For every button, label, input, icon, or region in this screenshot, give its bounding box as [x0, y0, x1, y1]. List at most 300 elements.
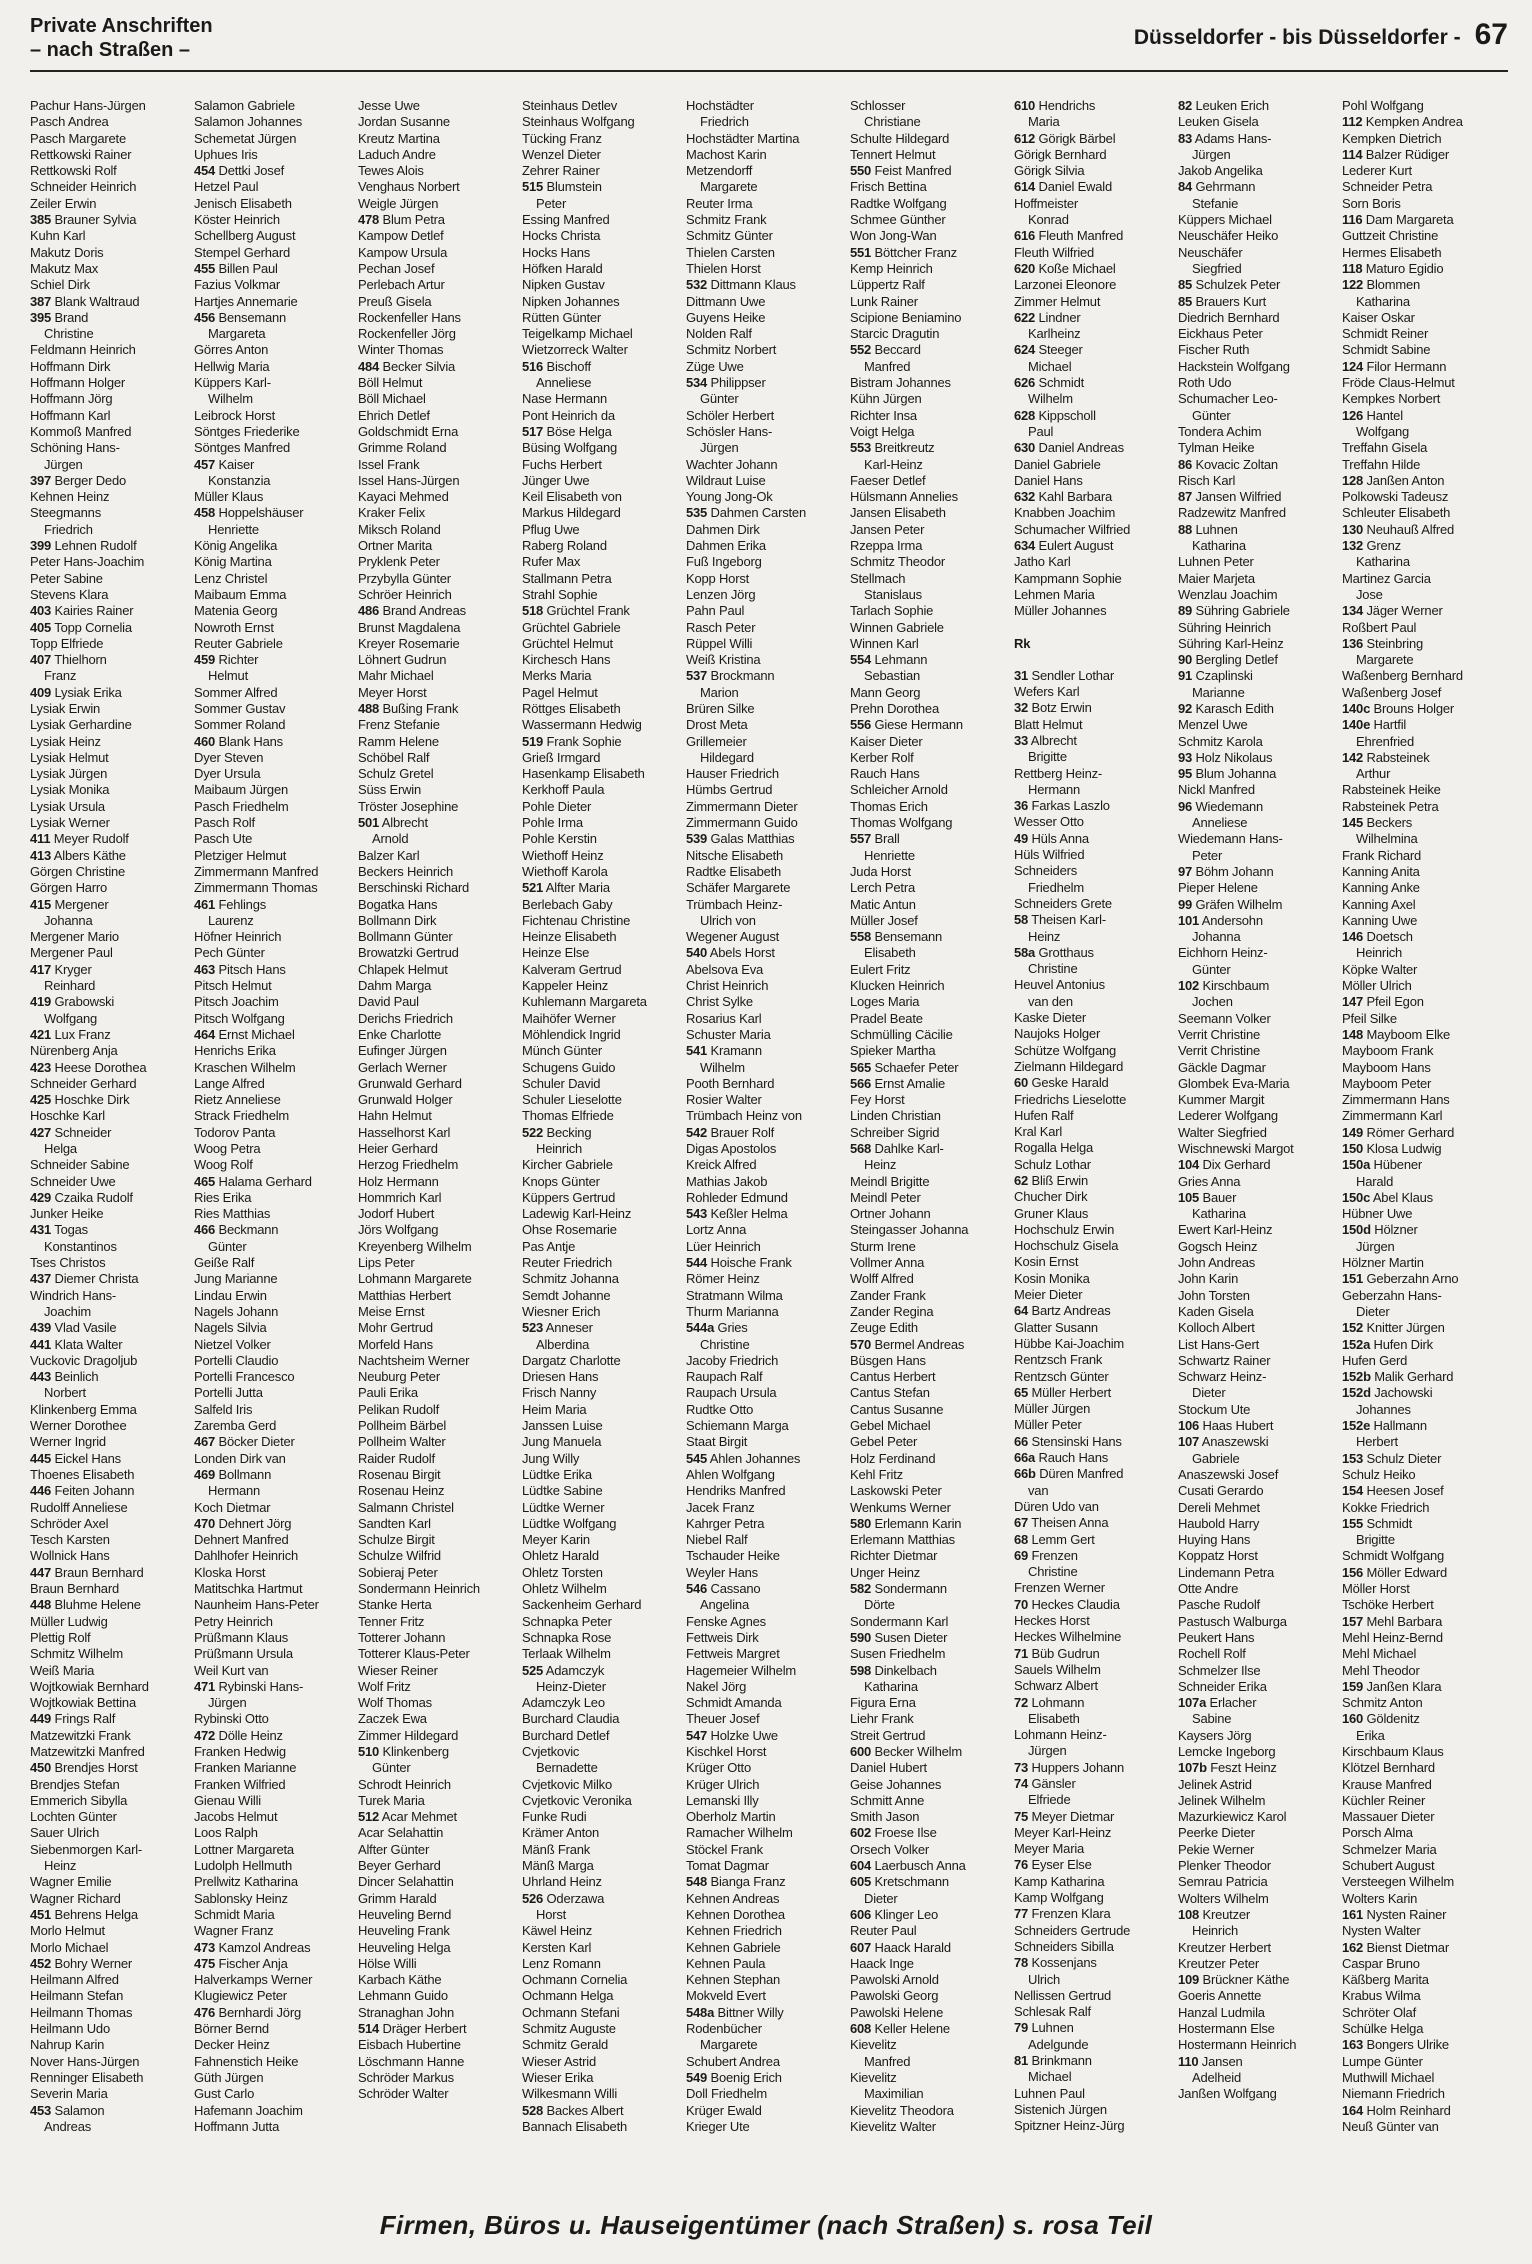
directory-entry: Lysiak Ursula [30, 798, 105, 814]
directory-entry: 427 Schneider [30, 1124, 112, 1140]
directory-entry: 551 Böttcher Franz [850, 244, 957, 260]
directory-entry: 150 Klosa Ludwig [1342, 1141, 1442, 1156]
directory-entry: Won Jong-Wan [850, 228, 937, 244]
directory-entry: Ehrich Detlef [358, 407, 430, 423]
directory-entry: Wietzorreck Walter [522, 342, 628, 358]
entry-continuation: Reinhard [44, 978, 96, 994]
directory-entry: Rosier Walter [686, 1092, 762, 1108]
directory-entry: Steinhaus Detlev [522, 98, 618, 113]
directory-entry: Käßberg Marita [1342, 1972, 1429, 1988]
house-number: 62 [1014, 1173, 1029, 1188]
entry-continuation: Heinz [1028, 928, 1061, 944]
house-number: 518 [522, 603, 544, 619]
directory-entry: 150c Abel Klaus [1342, 1189, 1433, 1205]
house-number: 415 [30, 896, 52, 912]
house-number: 140c [1342, 700, 1371, 716]
directory-entry: Vuckovic Dragoljub [30, 1352, 138, 1368]
directory-entry: 155 Schmidt [1342, 1515, 1413, 1531]
directory-entry: Scipione Beniamino [850, 309, 962, 325]
house-number: 58 [1014, 912, 1029, 928]
entry-continuation: Katharina [1356, 554, 1410, 570]
directory-entry: Trümbach Heinz von [686, 1108, 802, 1124]
house-number: 443 [30, 1369, 52, 1385]
directory-entry: Grunwald Gerhard [358, 1075, 462, 1091]
house-number: 429 [30, 1189, 52, 1205]
directory-entry: Lindau Erwin [194, 1287, 267, 1303]
directory-entry: Digas Apostolos [686, 1141, 777, 1156]
directory-entry: Rosenau Birgit [358, 1466, 441, 1482]
directory-entry: Salmann Christel [358, 1499, 454, 1515]
directory-entry: 450 Brendjes Horst [30, 1760, 138, 1776]
directory-entry: Schneiders Gertrude [1014, 1922, 1131, 1938]
directory-entry: Prüßmann Klaus [194, 1629, 289, 1645]
directory-entry: Schulze Birgit [358, 1532, 435, 1548]
house-number: 154 [1342, 1483, 1364, 1499]
house-number: 77 [1014, 1906, 1029, 1922]
directory-entry: Heuvel Antonius [1014, 977, 1105, 993]
directory-entry: Christ Sylke [686, 994, 753, 1010]
house-number: 565 [850, 1059, 872, 1075]
directory-entry: 449 Frings Ralf [30, 1711, 116, 1727]
directory-entry: Süss Erwin [358, 782, 422, 798]
house-number: 151 [1342, 1271, 1364, 1287]
entry-continuation: Johannes [1356, 1401, 1411, 1417]
entry-continuation: Günter [1192, 961, 1231, 977]
house-number: 620 [1014, 260, 1036, 276]
directory-entry: 515 Blumstein [522, 179, 602, 195]
house-number: 464 [194, 1026, 216, 1042]
house-number: 107 [1178, 1434, 1200, 1450]
directory-entry: Heinze Elisabeth [522, 929, 617, 945]
directory-entry: Hübbe Kai-Joachim [1014, 1335, 1125, 1351]
house-number: 445 [30, 1450, 52, 1466]
directory-column-9 [1342, 98, 1500, 2198]
house-number: 128 [1342, 472, 1364, 488]
directory-entry: Krüger Ewald [686, 2102, 762, 2118]
directory-entry: 60 Geske Harald [1014, 1075, 1109, 1091]
directory-entry: Lehmann Guido [358, 1988, 448, 2004]
directory-entry: Fuchs Herbert [522, 456, 602, 472]
directory-entry: 58a Grotthaus [1014, 944, 1094, 960]
entry-continuation: Dörte [864, 1597, 895, 1613]
directory-entry: Pas Antje [522, 1238, 576, 1254]
directory-entry: Dehnert Manfred [194, 1532, 289, 1548]
directory-entry: 78 Kossenjans [1014, 1955, 1097, 1971]
directory-entry: 409 Lysiak Erika [30, 684, 122, 700]
directory-entry: Dyer Ursula [194, 766, 261, 782]
house-number: 540 [686, 945, 708, 961]
entry-continuation: Michael [1028, 358, 1072, 374]
directory-entry: Kaske Dieter [1014, 1010, 1087, 1026]
house-number: 66b [1014, 1466, 1036, 1482]
directory-entry: Schumacher Leo- [1178, 391, 1278, 407]
directory-entry: Pletziger Helmut [194, 847, 287, 863]
directory-entry: Schrodt Heinrich [358, 1776, 451, 1792]
directory-entry: Halverkamps Werner [194, 1972, 313, 1988]
directory-column-6 [850, 98, 1008, 2198]
directory-entry: 85 Schulzek Peter [1178, 277, 1281, 293]
directory-entry: Hölse Willi [358, 1955, 417, 1971]
house-number: 86 [1178, 456, 1193, 472]
directory-entry: Hanzal Ludmila [1178, 2004, 1265, 2020]
directory-entry: Büsing Wolfgang [522, 440, 618, 456]
house-number: 549 [686, 2069, 708, 2085]
directory-entry: Wiethoff Heinz [522, 847, 604, 863]
directory-entry: Rosenau Heinz [358, 1483, 445, 1499]
directory-entry: 539 Galas Matthias [686, 831, 795, 847]
directory-entry: 132 Grenz [1342, 538, 1401, 554]
house-number: 147 [1342, 994, 1364, 1010]
directory-entry: Streit Gertrud [850, 1727, 926, 1743]
directory-entry: Krieger Ute [686, 2118, 750, 2134]
directory-entry: Thomas Elfriede [522, 1108, 614, 1124]
entry-continuation: Dieter [1356, 1303, 1390, 1319]
directory-entry: 67 Theisen Anna [1014, 1515, 1109, 1531]
directory-entry: Pastusch Walburga [1178, 1613, 1287, 1629]
directory-entry: Schmelzer Ilse [1178, 1662, 1261, 1678]
directory-entry: Krause Manfred [1342, 1776, 1432, 1792]
directory-entry: Jünger Uwe [522, 472, 590, 488]
house-number: 425 [30, 1092, 52, 1108]
entry-continuation: Anneliese [536, 375, 592, 391]
directory-entry: Thielen Horst [686, 260, 761, 276]
directory-entry: Kayaci Mehmed [358, 489, 449, 505]
directory-entry: 475 Fischer Anja [194, 1955, 288, 1971]
house-number: 75 [1014, 1808, 1029, 1824]
directory-entry: Essing Manfred [522, 212, 610, 228]
directory-entry: Treffahn Hilde [1342, 456, 1421, 472]
directory-entry: Weil Kurt van [194, 1662, 269, 1678]
directory-entry: Holz Ferdinand [850, 1450, 936, 1466]
directory-entry: 484 Becker Silvia [358, 358, 456, 374]
directory-entry: Chlapek Helmut [358, 961, 448, 977]
directory-entry: Niebel Ralf [686, 1532, 748, 1548]
directory-column-5 [686, 98, 844, 2198]
directory-entry: König Angelika [194, 538, 278, 554]
house-number: 152 [1342, 1320, 1364, 1336]
house-number: 516 [522, 358, 544, 374]
directory-entry: Pasch Ute [194, 831, 253, 847]
directory-entry: Görgen Harro [30, 880, 108, 896]
house-number: 452 [30, 1955, 52, 1971]
directory-entry: Lederer Kurt [1342, 163, 1412, 179]
directory-entry: Küchler Reiner [1342, 1792, 1426, 1808]
directory-entry: Guttzeit Christine [1342, 228, 1439, 244]
house-number: 136 [1342, 635, 1364, 651]
house-number: 605 [850, 1874, 872, 1890]
directory-entry: Jacek Franz [686, 1499, 755, 1515]
entry-continuation: Jürgen [1192, 146, 1231, 162]
house-number: 475 [194, 1955, 216, 1971]
directory-entry: 632 Kahl Barbara [1014, 489, 1112, 505]
directory-entry: 110 Jansen [1178, 2053, 1243, 2069]
directory-entry: Meyer Karin [522, 1532, 590, 1548]
entry-continuation: Heinrich [536, 1141, 583, 1156]
house-number: 395 [30, 309, 52, 325]
entry-continuation: Bernadette [536, 1760, 598, 1776]
directory-entry: Dargatz Charlotte [522, 1352, 621, 1368]
directory-entry: 443 Beinlich [30, 1369, 99, 1385]
directory-entry: Weigle Jürgen [358, 195, 439, 211]
house-number: 104 [1178, 1157, 1200, 1173]
directory-entry: Lochten Günter [30, 1809, 117, 1825]
directory-entry: Heilmann Udo [30, 2021, 110, 2037]
entry-continuation: Margarete [700, 179, 758, 195]
entry-continuation: Günter [1192, 407, 1231, 423]
directory-entry: 624 Steeger [1014, 342, 1083, 358]
directory-entry: 96 Wiedemann [1178, 798, 1264, 814]
directory-entry: Sühring Karl-Heinz [1178, 635, 1284, 651]
entry-continuation: Katharina [864, 1678, 918, 1694]
directory-entry: Kievelitz Theodora [850, 2102, 954, 2118]
directory-entry: Lenz Christel [194, 570, 268, 586]
entry-continuation: Angelina [700, 1597, 749, 1613]
directory-entry: Thomas Erich [850, 798, 928, 814]
house-number: 403 [30, 603, 52, 619]
entry-continuation: Katharina [1192, 538, 1246, 554]
directory-entry: 419 Grabowski [30, 994, 115, 1010]
directory-entry: Grieß Irmgard [522, 749, 601, 765]
house-number: 607 [850, 1939, 872, 1955]
directory-entry: Nase Hermann [522, 391, 608, 407]
house-number: 82 [1178, 98, 1193, 113]
directory-entry: Stempel Gerhard [194, 244, 290, 260]
directory-entry: Maihöfer Werner [522, 1010, 616, 1026]
directory-entry: Schöbel Ralf [358, 749, 430, 765]
directory-entry: 83 Adams Hans- [1178, 130, 1272, 146]
directory-entry: Schöning Hans- [30, 440, 120, 456]
directory-entry: 610 Hendrichs [1014, 98, 1096, 113]
directory-entry: Zehrer Rainer [522, 163, 600, 179]
entry-continuation: Heinz-Dieter [536, 1678, 606, 1694]
directory-entry: 547 Holzke Uwe [686, 1727, 778, 1743]
house-number: 159 [1342, 1678, 1364, 1694]
directory-entry: Schneider Erika [1178, 1678, 1267, 1694]
house-number: 460 [194, 733, 216, 749]
directory-entry: Schröer Heinrich [358, 586, 452, 602]
entry-continuation: Brigitte [1356, 1532, 1395, 1548]
directory-entry: Zimmermann Karl [1342, 1108, 1443, 1124]
house-number: 150d [1342, 1222, 1371, 1238]
directory-entry: Pohl Wolfgang [1342, 98, 1424, 113]
directory-entry: Schulte Hildegard [850, 130, 950, 146]
directory-entry: Salamon Gabriele [194, 98, 295, 113]
directory-entry: Kreutzer Herbert [1178, 1939, 1271, 1955]
directory-entry: Zaczek Ewa [358, 1711, 427, 1727]
directory-entry: Schröder Walter [358, 2086, 449, 2102]
directory-entry: Nickl Manfred [1178, 782, 1255, 798]
directory-entry: Makutz Max [30, 260, 99, 276]
directory-entry: Nysten Walter [1342, 1923, 1421, 1939]
directory-entry: Kersten Karl [522, 1939, 592, 1955]
directory-entry: Kircher Gabriele [522, 1157, 613, 1173]
house-number: 157 [1342, 1613, 1364, 1629]
directory-entry: Ohletz Wilhelm [522, 1581, 607, 1597]
directory-entry: 405 Topp Cornelia [30, 619, 132, 635]
directory-entry: 456 Bensemann [194, 309, 287, 325]
directory-entry: Wachter Johann [686, 456, 778, 472]
directory-column-1 [30, 98, 188, 2198]
directory-entry: Mergener Mario [30, 929, 119, 945]
directory-entry: Pasch Friedhelm [194, 798, 289, 814]
entry-continuation: Margarete [1356, 652, 1414, 668]
directory-entry: Pitsch Helmut [194, 978, 272, 994]
directory-entry: Theuer Josef [686, 1711, 760, 1727]
house-number: 88 [1178, 521, 1193, 537]
directory-entry: Cvjetkovic [522, 1743, 580, 1759]
directory-entry: 550 Feist Manfred [850, 163, 952, 179]
directory-entry: Schnapka Rose [522, 1629, 612, 1645]
directory-entry: 488 Bußing Frank [358, 700, 459, 716]
directory-entry: 429 Czaika Rudolf [30, 1189, 133, 1205]
house-number: 632 [1014, 489, 1036, 505]
directory-entry: Muthwill Michael [1342, 2069, 1435, 2085]
house-number: 153 [1342, 1450, 1364, 1466]
directory-entry: Gienau Willi [194, 1792, 261, 1808]
directory-entry: Söntges Manfred [194, 440, 291, 456]
directory-entry: Kehnen Dorothea [686, 1906, 785, 1922]
directory-entry: Lohmann Heinz- [1014, 1727, 1107, 1743]
directory-entry: 606 Klinger Leo [850, 1906, 939, 1922]
entry-continuation: Hermann [1028, 781, 1081, 797]
directory-entry: Pasch Rolf [194, 815, 255, 831]
directory-entry: Lysiak Heinz [30, 733, 101, 749]
directory-entry: Beyer Gerhard [358, 1858, 441, 1874]
directory-entry: 64 Bartz Andreas [1014, 1303, 1111, 1319]
directory-entry: Schnapka Peter [522, 1613, 612, 1629]
directory-entry: Doll Friedhelm [686, 2086, 768, 2102]
house-number: 453 [30, 2102, 52, 2118]
directory-entry: 152b Malik Gerhard [1342, 1369, 1454, 1385]
directory-entry: 554 Lehmann [850, 652, 928, 668]
entry-continuation: Karlheinz [1028, 326, 1081, 342]
directory-entry: Wieser Astrid [522, 2053, 596, 2069]
directory-entry: Thielen Carsten [686, 244, 775, 260]
directory-entry: Tschauder Heike [686, 1548, 780, 1564]
directory-entry: Markus Hildegard [522, 505, 621, 521]
house-number: 461 [194, 896, 216, 912]
directory-entry: Schmitz Gerald [522, 2037, 609, 2053]
house-number: 387 [30, 293, 52, 309]
directory-entry: Stranaghan John [358, 2004, 455, 2020]
directory-entry: Kokke Friedrich [1342, 1499, 1430, 1515]
directory-entry: Burchard Detlef [522, 1727, 610, 1743]
house-number: 81 [1014, 2053, 1029, 2069]
directory-entry: Lysiak Werner [30, 815, 110, 831]
directory-entry: Christ Heinrich [686, 978, 769, 994]
directory-entry: 66a Rauch Hans [1014, 1450, 1109, 1466]
directory-entry: Kaden Gisela [1178, 1303, 1254, 1319]
entry-continuation: Joachim [44, 1303, 92, 1319]
directory-entry: Görigk Silvia [1014, 163, 1085, 179]
directory-entry: Kreick Alfred [686, 1157, 757, 1173]
directory-entry: Münch Günter [522, 1043, 602, 1059]
directory-entry: 472 Dölle Heinz [194, 1727, 283, 1743]
directory-entry: Stöckel Frank [686, 1841, 763, 1857]
directory-entry: Zimmermann Dieter [686, 798, 798, 814]
directory-entry: Sandten Karl [358, 1515, 431, 1531]
directory-entry: Schulz Lothar [1014, 1156, 1091, 1172]
directory-entry: 457 Kaiser [194, 456, 255, 472]
directory-entry: Haubold Harry [1178, 1515, 1260, 1531]
directory-entry: Kanning Anita [1342, 863, 1420, 879]
directory-entry: Ohse Rosemarie [522, 1222, 617, 1238]
house-number: 522 [522, 1124, 544, 1140]
directory-entry: Tylman Heike [1178, 440, 1255, 456]
directory-entry: Todorov Panta [194, 1124, 276, 1140]
directory-entry: Röttges Elisabeth [522, 700, 621, 716]
directory-entry: Neuschäfer [1178, 244, 1243, 260]
directory-entry: Heim Maria [522, 1401, 587, 1417]
directory-entry: Dahmen Erika [686, 538, 766, 554]
directory-entry: 90 Bergling Detlef [1178, 652, 1278, 668]
house-number: 33 [1014, 732, 1029, 748]
house-number: 87 [1178, 489, 1193, 505]
directory-entry: Wagner Franz [194, 1923, 274, 1939]
directory-entry: Portelli Claudio [194, 1352, 279, 1368]
directory-entry: Richter Dietmar [850, 1548, 938, 1564]
directory-entry: Schmitz Karola [1178, 733, 1263, 749]
directory-entry: Schmidt Wolfgang [1342, 1548, 1445, 1564]
directory-entry: Anaszewski Josef [1178, 1466, 1279, 1482]
directory-entry: Hauser Friedrich [686, 766, 779, 782]
house-number: 471 [194, 1678, 216, 1694]
house-number: 142 [1342, 749, 1364, 765]
directory-entry: Wiedemann Hans- [1178, 831, 1283, 847]
directory-entry: Fischer Ruth [1178, 342, 1250, 358]
directory-entry: 163 Bongers Ulrike [1342, 2037, 1449, 2053]
directory-entry: 590 Susen Dieter [850, 1629, 948, 1645]
entry-continuation: Heinrich [1192, 1923, 1239, 1939]
directory-entry: 534 Philippser [686, 375, 766, 391]
house-number: 124 [1342, 358, 1364, 374]
directory-entry: Hüls Wilfried [1014, 847, 1085, 863]
directory-entry: Hommrich Karl [358, 1189, 442, 1205]
directory-entry: Henrichs Erika [194, 1043, 276, 1059]
directory-entry: Geiße Ralf [194, 1255, 255, 1271]
house-number: 467 [194, 1434, 216, 1450]
directory-entry: 69 Frenzen [1014, 1547, 1078, 1563]
directory-entry: Cvjetkovic Milko [522, 1776, 612, 1792]
directory-entry: 463 Pitsch Hans [194, 961, 286, 977]
entry-continuation: Jürgen [700, 440, 739, 456]
directory-entry: Pasche Rudolf [1178, 1597, 1260, 1613]
directory-entry: Radzewitz Manfred [1178, 505, 1286, 521]
directory-entry: Schmitz Günter [686, 228, 773, 244]
house-number: 85 [1178, 277, 1193, 293]
house-number: 109 [1178, 1972, 1200, 1988]
directory-entry: Hasselhorst Karl [358, 1124, 451, 1140]
directory-entry: Heier Gerhard [358, 1141, 438, 1156]
entry-continuation: Brigitte [1028, 749, 1067, 765]
directory-column-2 [194, 98, 352, 2198]
directory-entry: Gust Carlo [194, 2086, 255, 2102]
directory-entry: Luhnen Peter [1178, 554, 1254, 570]
entry-continuation: Helmut [208, 668, 248, 684]
directory-entry: Glatter Susann [1014, 1319, 1098, 1335]
directory-entry: Kral Karl [1014, 1124, 1063, 1140]
directory-entry: Derichs Friedrich [358, 1010, 453, 1026]
directory-entry: 570 Bermel Andreas [850, 1336, 965, 1352]
directory-entry: 630 Daniel Andreas [1014, 440, 1124, 456]
entry-continuation: Sebastian [864, 668, 921, 684]
directory-entry: 399 Lehnen Rudolf [30, 538, 137, 554]
directory-entry: Turek Maria [358, 1792, 425, 1808]
directory-entry: Wassermann Hedwig [522, 717, 642, 733]
section-title-line1: Private Anschriften [30, 15, 213, 37]
directory-entry: Lehmen Maria [1014, 586, 1095, 602]
house-number: 421 [30, 1026, 52, 1042]
